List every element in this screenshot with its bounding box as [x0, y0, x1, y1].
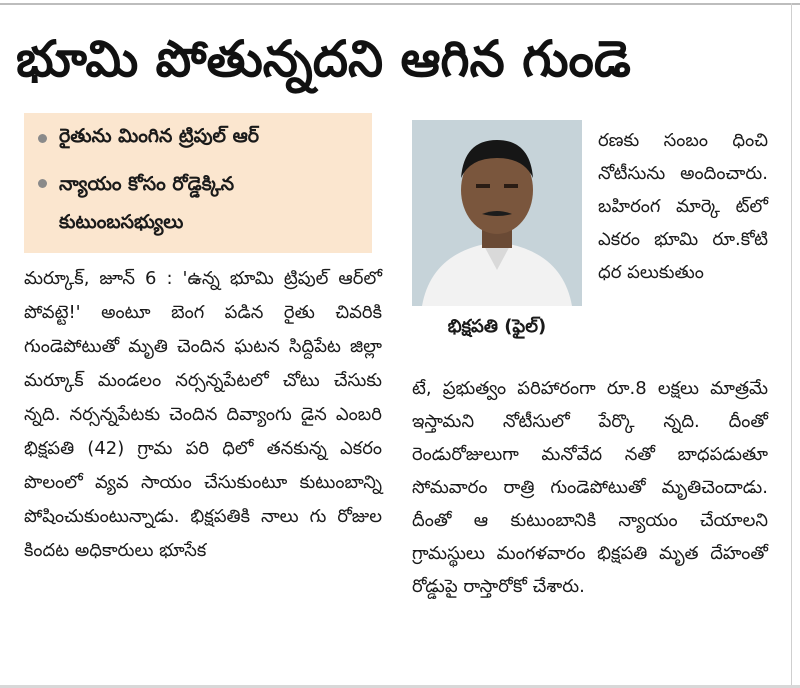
highlights-box [24, 113, 372, 253]
headline: భూమి పోతున్నదని ఆగిన గుండె [16, 30, 631, 88]
top-rule [0, 3, 800, 5]
portrait-image [412, 120, 582, 306]
bullet-dot-icon [38, 179, 47, 188]
person-photo [412, 120, 582, 306]
highlight-item [38, 125, 259, 152]
article-body-bottom [412, 372, 768, 603]
column-divider [791, 3, 792, 688]
body-paragraph: టే, ప్రభుత్వం పరిహారంగా రూ.8 లక్షలు మాత్రమే ఇస్తామని నోటీసులో పేర్కొ న్నది. దీంతో రెండురోజులుగా మనోవేద నతో బాధపడుతూ సోమవారం రాత్రి గుండెపోటుతో మృతిచెందాడు. దీంతో ఆ కుటుంబానికి న్యాయం చేయాలని గ్రామస్థులు మంగళవారం భిక్షపతి మృత దేహంతో రోడ్డుపై రాస్తారోకో చేశారు. [412, 378, 768, 597]
bullet-dot-icon [38, 134, 47, 143]
body-paragraph: మర్కూక్, జూన్ 6 : 'ఉన్న భూమి ట్రిపుల్ ఆర్‌లో పోవట్టె!' అంటూ బెంగ పడిన రైతు చివరికి గుండెపోటుతో మృతి చెందిన ఘటన సిద్దిపేట జిల్లా మర్కూక్ మండలం నర్సన్నపేటలో చోటు చేసుకు న్నది. నర్సన్నపేటకు చెందిన దివ్యాంగు డైన ఎంబరి భిక్షపతి (42) గ్రామ పరి ధిలో తనకున్న ఎకరం పొలంలో వ్యవ సాయం చేసుకుంటూ కుటుంబాన్ని పోషించుకుంటున్నాడు. భిక్షపతికి నాలు గు రోజుల కిందట అధికారులు భూసేక [24, 268, 382, 561]
article-body-left [24, 262, 382, 568]
highlight-text: రైతును మింగిన ట్రిపుల్ ఆర్ [59, 125, 260, 147]
article-body-right [598, 124, 768, 289]
highlight-text: న్యాయం కోసం రోడ్డెక్కిన కుటుంబసభ్యులు [59, 173, 235, 233]
photo-caption: భిక్షపతి (ఫైల్) [447, 316, 547, 337]
highlight-item [38, 165, 358, 241]
body-paragraph: రణకు సంబం ధించి నోటీసును అందించారు. బహిరంగ మార్కె ట్‌లో ఎకరం భూమి రూ.కోటి ధర పలుకుతుం [598, 130, 768, 283]
